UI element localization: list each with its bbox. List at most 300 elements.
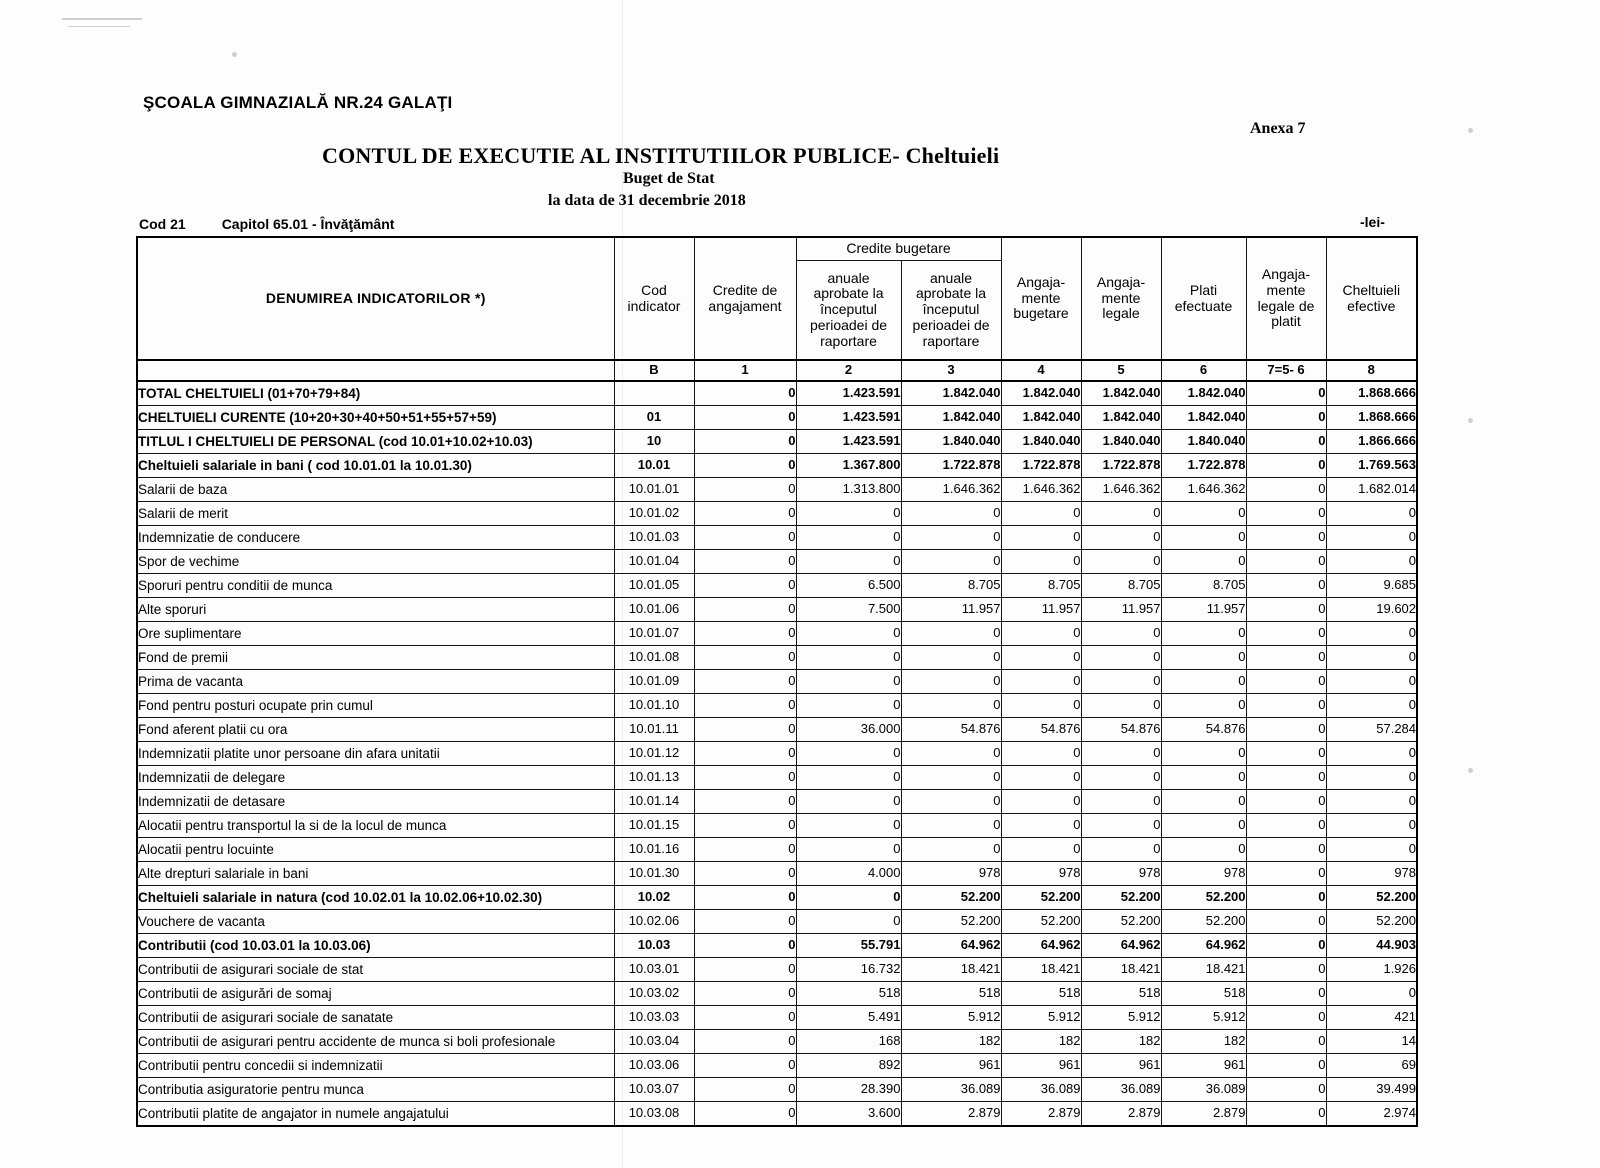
row-value-cell: 0 — [1246, 910, 1326, 934]
anuale1-l2: aprobate la — [813, 285, 884, 302]
row-value-cell: 0 — [1326, 814, 1417, 838]
row-value-cell: 1.868.666 — [1326, 381, 1417, 406]
row-value-cell: 0 — [796, 910, 901, 934]
row-value-cell: 0 — [1326, 694, 1417, 718]
plati-l2: efectuate — [1174, 297, 1233, 314]
row-indicator-code: 10.01.11 — [614, 718, 694, 742]
row-value-cell: 1.722.878 — [1081, 454, 1161, 478]
row-value-cell: 0 — [1246, 1030, 1326, 1054]
row-value-cell: 0 — [1246, 814, 1326, 838]
row-value-cell: 961 — [1081, 1054, 1161, 1078]
row-value-cell: 52.200 — [1326, 910, 1417, 934]
row-value-cell: 18.421 — [901, 958, 1001, 982]
row-value-cell: 0 — [1246, 1102, 1326, 1127]
row-value-cell: 0 — [1161, 622, 1246, 646]
row-value-cell: 518 — [901, 982, 1001, 1006]
row-value-cell: 0 — [694, 454, 796, 478]
row-indicator-code: 10.03.07 — [614, 1078, 694, 1102]
row-value-cell: 0 — [901, 742, 1001, 766]
table-row — [137, 862, 1417, 886]
table-row — [137, 1006, 1417, 1030]
row-value-cell: 421 — [1326, 1006, 1417, 1030]
table-row — [137, 430, 1417, 454]
table-row — [137, 718, 1417, 742]
anuale2-l5: raportare — [922, 332, 980, 349]
row-value-cell: 0 — [694, 646, 796, 670]
row-value-cell: 0 — [901, 670, 1001, 694]
table-row — [137, 454, 1417, 478]
row-value-cell: 0 — [1246, 574, 1326, 598]
row-value-cell: 0 — [1246, 430, 1326, 454]
row-indicator-code: 10.01.10 — [614, 694, 694, 718]
row-indicator-label: Fond de premii — [137, 646, 614, 670]
row-value-cell: 1.646.362 — [1081, 478, 1161, 502]
row-value-cell: 64.962 — [1001, 934, 1081, 958]
row-indicator-code: 10 — [614, 430, 694, 454]
table-row — [137, 478, 1417, 502]
column-number-cell: 1 — [694, 360, 796, 381]
row-value-cell: 0 — [694, 790, 796, 814]
col-header-cheltuieli-efective — [1326, 237, 1417, 360]
table-row — [137, 814, 1417, 838]
row-value-cell: 1.842.040 — [1081, 381, 1161, 406]
row-indicator-code: 10.01 — [614, 454, 694, 478]
row-value-cell: 52.200 — [1081, 886, 1161, 910]
row-value-cell: 0 — [694, 670, 796, 694]
row-indicator-code: 10.01.15 — [614, 814, 694, 838]
row-value-cell: 978 — [1161, 862, 1246, 886]
cod-indicator-line1: Cod — [641, 281, 667, 298]
row-value-cell: 0 — [1081, 838, 1161, 862]
row-indicator-label: Contributii de asigurari sociale de stat — [137, 958, 614, 982]
row-value-cell: 0 — [1001, 526, 1081, 550]
chelt-ef-l1: Cheltuieli — [1342, 281, 1401, 298]
row-value-cell: 0 — [1326, 550, 1417, 574]
row-value-cell: 0 — [1326, 766, 1417, 790]
table-row — [137, 910, 1417, 934]
row-indicator-code: 10.03.04 — [614, 1030, 694, 1054]
row-value-cell: 0 — [1246, 886, 1326, 910]
row-value-cell: 1.926 — [1326, 958, 1417, 982]
row-indicator-code: 10.01.05 — [614, 574, 694, 598]
row-value-cell: 52.200 — [901, 886, 1001, 910]
row-value-cell: 0 — [1326, 790, 1417, 814]
row-value-cell: 64.962 — [901, 934, 1001, 958]
currency-unit-label: -lei- — [1360, 214, 1385, 230]
row-value-cell: 0 — [1161, 502, 1246, 526]
row-value-cell: 54.876 — [1161, 718, 1246, 742]
row-value-cell: 28.390 — [796, 1078, 901, 1102]
table-row — [137, 742, 1417, 766]
row-value-cell: 1.842.040 — [901, 406, 1001, 430]
scan-artifact — [1468, 768, 1473, 773]
column-number-cell: 4 — [1001, 360, 1081, 381]
row-value-cell: 0 — [1001, 694, 1081, 718]
table-row — [137, 1102, 1417, 1127]
row-value-cell: 0 — [1001, 550, 1081, 574]
row-value-cell: 9.685 — [1326, 574, 1417, 598]
row-indicator-label: Sporuri pentru conditii de munca — [137, 574, 614, 598]
row-indicator-code: 10.02 — [614, 886, 694, 910]
table-row — [137, 502, 1417, 526]
table-row — [137, 381, 1417, 406]
row-value-cell: 0 — [796, 766, 901, 790]
row-value-cell: 0 — [694, 478, 796, 502]
row-value-cell: 52.200 — [901, 910, 1001, 934]
ang-leg-l2: mente — [1101, 289, 1141, 306]
row-value-cell: 1.646.362 — [1161, 478, 1246, 502]
table-row — [137, 886, 1417, 910]
row-value-cell: 0 — [1246, 1078, 1326, 1102]
row-value-cell: 0 — [1161, 814, 1246, 838]
row-value-cell: 0 — [1081, 742, 1161, 766]
row-value-cell: 0 — [1246, 694, 1326, 718]
row-value-cell: 36.089 — [1161, 1078, 1246, 1102]
row-value-cell: 0 — [1081, 790, 1161, 814]
row-value-cell: 0 — [1001, 790, 1081, 814]
row-value-cell: 0 — [694, 958, 796, 982]
row-value-cell: 52.200 — [1081, 910, 1161, 934]
row-value-cell: 0 — [694, 694, 796, 718]
row-value-cell: 0 — [796, 742, 901, 766]
row-value-cell: 0 — [694, 934, 796, 958]
row-value-cell: 5.912 — [1161, 1006, 1246, 1030]
row-value-cell: 0 — [1246, 742, 1326, 766]
row-value-cell: 0 — [1246, 670, 1326, 694]
row-indicator-label: Alocatii pentru locuinte — [137, 838, 614, 862]
row-value-cell: 0 — [901, 838, 1001, 862]
row-value-cell: 52.200 — [1001, 910, 1081, 934]
row-indicator-label: Fond pentru posturi ocupate prin cumul — [137, 694, 614, 718]
row-value-cell: 1.423.591 — [796, 406, 901, 430]
row-value-cell: 0 — [1246, 934, 1326, 958]
cod-label: Cod 21 — [139, 216, 186, 232]
col-header-plati-efectuate — [1161, 237, 1246, 360]
row-value-cell: 0 — [694, 838, 796, 862]
col-header-angajamente-legale — [1081, 237, 1161, 360]
row-value-cell: 0 — [1246, 1054, 1326, 1078]
row-value-cell: 0 — [1246, 646, 1326, 670]
row-value-cell: 0 — [1161, 838, 1246, 862]
row-value-cell: 1.842.040 — [1161, 381, 1246, 406]
row-value-cell: 1.646.362 — [1001, 478, 1081, 502]
row-value-cell: 168 — [796, 1030, 901, 1054]
row-value-cell: 0 — [1326, 622, 1417, 646]
row-value-cell: 0 — [796, 670, 901, 694]
row-value-cell: 0 — [1246, 526, 1326, 550]
row-value-cell: 0 — [1326, 670, 1417, 694]
column-number-cell: 6 — [1161, 360, 1246, 381]
row-value-cell: 18.421 — [1001, 958, 1081, 982]
row-value-cell: 0 — [796, 814, 901, 838]
ang-bug-l1: Angaja- — [1016, 273, 1066, 290]
row-value-cell: 0 — [1326, 526, 1417, 550]
row-value-cell: 69 — [1326, 1054, 1417, 1078]
row-indicator-label: Indemnizatii platite unor persoane din afara unitatii — [137, 742, 614, 766]
row-value-cell: 0 — [694, 1006, 796, 1030]
row-value-cell: 1.842.040 — [901, 381, 1001, 406]
row-value-cell: 0 — [796, 694, 901, 718]
row-value-cell: 0 — [796, 502, 901, 526]
cod-indicator-line2: indicator — [627, 297, 681, 314]
row-indicator-label: Contributii platite de angajator in numele angajatului — [137, 1102, 614, 1127]
table-row — [137, 670, 1417, 694]
document-subtitle-budget: Buget de Stat — [623, 170, 715, 187]
budget-execution-table — [136, 236, 1418, 1127]
col-header-anuale-aprobate-2 — [901, 261, 1001, 361]
anuale1-l3: începutul — [820, 301, 877, 318]
anuale2-l1: anuale — [929, 269, 973, 286]
table-row — [137, 1030, 1417, 1054]
row-value-cell: 182 — [1081, 1030, 1161, 1054]
row-value-cell: 0 — [694, 982, 796, 1006]
row-value-cell: 0 — [1326, 982, 1417, 1006]
row-value-cell: 5.912 — [1081, 1006, 1161, 1030]
row-value-cell: 0 — [1246, 790, 1326, 814]
row-value-cell: 0 — [1246, 478, 1326, 502]
row-value-cell: 1.646.362 — [901, 478, 1001, 502]
row-value-cell: 518 — [1081, 982, 1161, 1006]
row-value-cell: 54.876 — [1081, 718, 1161, 742]
annex-label: Anexa 7 — [1250, 120, 1306, 137]
row-value-cell: 0 — [1246, 406, 1326, 430]
column-number-row — [137, 360, 1417, 381]
row-indicator-code: 10.01.01 — [614, 478, 694, 502]
row-value-cell: 1.840.040 — [1001, 430, 1081, 454]
row-value-cell: 0 — [1081, 670, 1161, 694]
anuale2-l2: aprobate la — [915, 285, 987, 302]
row-value-cell: 0 — [694, 910, 796, 934]
row-value-cell: 182 — [1161, 1030, 1246, 1054]
row-value-cell: 36.089 — [901, 1078, 1001, 1102]
anuale1-l1: anuale — [827, 269, 870, 286]
row-indicator-code: 10.01.06 — [614, 598, 694, 622]
row-value-cell: 0 — [1161, 526, 1246, 550]
row-value-cell: 0 — [694, 766, 796, 790]
row-indicator-code: 10.03.01 — [614, 958, 694, 982]
row-indicator-label: Spor de vechime — [137, 550, 614, 574]
anuale2-l3: începutul — [922, 301, 980, 318]
row-value-cell: 0 — [901, 502, 1001, 526]
row-value-cell: 0 — [1161, 646, 1246, 670]
row-value-cell: 0 — [1246, 958, 1326, 982]
row-value-cell: 0 — [1326, 502, 1417, 526]
row-value-cell: 1.423.591 — [796, 430, 901, 454]
row-value-cell: 1.842.040 — [1081, 406, 1161, 430]
organization-name: ŞCOALA GIMNAZIALĂ NR.24 GALAŢI — [143, 93, 453, 112]
row-value-cell: 0 — [694, 526, 796, 550]
row-value-cell: 0 — [694, 406, 796, 430]
row-value-cell: 0 — [1246, 622, 1326, 646]
row-value-cell: 0 — [1081, 526, 1161, 550]
row-value-cell: 0 — [1246, 550, 1326, 574]
row-value-cell: 0 — [694, 381, 796, 406]
row-value-cell: 11.957 — [1161, 598, 1246, 622]
row-value-cell: 0 — [694, 886, 796, 910]
row-value-cell: 0 — [796, 790, 901, 814]
row-indicator-label: CHELTUIELI CURENTE (10+20+30+40+50+51+55+57+59) — [137, 406, 614, 430]
table-body — [137, 381, 1417, 1126]
ang-bug-l3: bugetare — [1013, 305, 1069, 322]
row-value-cell: 0 — [1161, 766, 1246, 790]
row-value-cell: 36.089 — [1081, 1078, 1161, 1102]
scan-artifact — [1468, 418, 1473, 423]
ang-leg-l1: Angaja- — [1096, 273, 1146, 290]
row-value-cell: 0 — [1001, 502, 1081, 526]
row-value-cell: 0 — [1326, 742, 1417, 766]
row-indicator-label: Salarii de merit — [137, 502, 614, 526]
col-header-anuale-aprobate-1 — [796, 261, 901, 361]
row-value-cell: 64.962 — [1081, 934, 1161, 958]
row-indicator-code: 10.03.08 — [614, 1102, 694, 1127]
column-number-cell: 3 — [901, 360, 1001, 381]
col-header-credite-angajament — [694, 237, 796, 360]
row-value-cell: 0 — [694, 574, 796, 598]
row-value-cell: 978 — [1001, 862, 1081, 886]
row-value-cell: 1.682.014 — [1326, 478, 1417, 502]
row-value-cell: 518 — [796, 982, 901, 1006]
row-value-cell: 0 — [694, 622, 796, 646]
alp-l1: Angaja- — [1261, 266, 1311, 283]
row-value-cell: 52.200 — [1001, 886, 1081, 910]
row-value-cell: 978 — [901, 862, 1001, 886]
table-row — [137, 406, 1417, 430]
row-value-cell: 18.421 — [1081, 958, 1161, 982]
row-value-cell: 2.879 — [1001, 1102, 1081, 1127]
row-value-cell: 2.879 — [1081, 1102, 1161, 1127]
column-number-cell — [137, 360, 614, 381]
col-header-angajamente-legale-de-platit — [1246, 237, 1326, 360]
row-indicator-label: Salarii de baza — [137, 478, 614, 502]
row-value-cell: 5.491 — [796, 1006, 901, 1030]
row-indicator-code: 10.03.03 — [614, 1006, 694, 1030]
ang-bug-l2: mente — [1021, 289, 1061, 306]
row-value-cell: 6.500 — [796, 574, 901, 598]
row-indicator-code: 10.03.02 — [614, 982, 694, 1006]
row-value-cell: 961 — [1001, 1054, 1081, 1078]
row-value-cell: 55.791 — [796, 934, 901, 958]
row-value-cell: 2.974 — [1326, 1102, 1417, 1127]
row-value-cell: 0 — [694, 742, 796, 766]
table-row — [137, 1054, 1417, 1078]
row-value-cell: 0 — [1326, 838, 1417, 862]
row-value-cell: 0 — [796, 526, 901, 550]
chelt-ef-l2: efective — [1347, 297, 1396, 314]
scan-artifact — [68, 26, 130, 27]
row-value-cell: 0 — [694, 502, 796, 526]
table-row — [137, 598, 1417, 622]
credite-angajament-line2: angajament — [708, 297, 782, 314]
row-value-cell: 0 — [694, 430, 796, 454]
row-value-cell: 0 — [796, 550, 901, 574]
row-value-cell: 0 — [1081, 646, 1161, 670]
row-value-cell: 0 — [1246, 766, 1326, 790]
row-value-cell: 0 — [1246, 982, 1326, 1006]
row-indicator-label: Alte drepturi salariale in bani — [137, 862, 614, 886]
row-indicator-code — [614, 381, 694, 406]
alp-l3: legale de — [1257, 297, 1315, 314]
row-value-cell: 0 — [901, 790, 1001, 814]
row-value-cell: 1.313.800 — [796, 478, 901, 502]
table-row — [137, 790, 1417, 814]
row-value-cell: 19.602 — [1326, 598, 1417, 622]
row-value-cell: 5.912 — [1001, 1006, 1081, 1030]
row-value-cell: 7.500 — [796, 598, 901, 622]
row-value-cell: 0 — [1246, 454, 1326, 478]
row-value-cell: 0 — [1001, 742, 1081, 766]
row-value-cell: 1.842.040 — [1161, 406, 1246, 430]
row-indicator-label: Alocatii pentru transportul la si de la locul de munca — [137, 814, 614, 838]
row-value-cell: 8.705 — [901, 574, 1001, 598]
row-value-cell: 11.957 — [901, 598, 1001, 622]
column-number-cell: 2 — [796, 360, 901, 381]
ang-leg-l3: legale — [1102, 305, 1140, 322]
credite-angajament-line1: Credite de — [712, 281, 778, 298]
row-value-cell: 0 — [1161, 790, 1246, 814]
column-number-cell: 7=5- 6 — [1246, 360, 1326, 381]
table-row — [137, 694, 1417, 718]
anuale2-l4: perioadei de — [912, 316, 990, 333]
row-value-cell: 8.705 — [1081, 574, 1161, 598]
row-value-cell: 0 — [1161, 670, 1246, 694]
row-value-cell: 0 — [694, 1054, 796, 1078]
row-indicator-label: Contributii de asigurari pentru accidente de munca si boli profesionale — [137, 1030, 614, 1054]
table-row — [137, 934, 1417, 958]
row-indicator-label: Contributia asiguratorie pentru munca — [137, 1078, 614, 1102]
row-value-cell: 0 — [901, 550, 1001, 574]
row-value-cell: 0 — [901, 814, 1001, 838]
row-value-cell: 0 — [694, 598, 796, 622]
row-value-cell: 0 — [1001, 670, 1081, 694]
column-number-cell: 5 — [1081, 360, 1161, 381]
row-value-cell: 0 — [796, 622, 901, 646]
row-indicator-label: Fond aferent platii cu ora — [137, 718, 614, 742]
row-indicator-label: Contributii de asigurari sociale de sanatate — [137, 1006, 614, 1030]
row-value-cell: 57.284 — [1326, 718, 1417, 742]
row-value-cell: 961 — [901, 1054, 1001, 1078]
row-value-cell: 18.421 — [1161, 958, 1246, 982]
table-row — [137, 982, 1417, 1006]
row-value-cell: 44.903 — [1326, 934, 1417, 958]
row-value-cell: 1.840.040 — [1161, 430, 1246, 454]
row-indicator-code: 10.01.30 — [614, 862, 694, 886]
row-value-cell: 182 — [901, 1030, 1001, 1054]
alp-l4: platit — [1271, 313, 1301, 330]
row-value-cell: 0 — [1001, 814, 1081, 838]
row-indicator-code: 10.01.08 — [614, 646, 694, 670]
row-value-cell: 961 — [1161, 1054, 1246, 1078]
row-value-cell: 14 — [1326, 1030, 1417, 1054]
row-value-cell: 518 — [1001, 982, 1081, 1006]
row-value-cell: 0 — [1326, 646, 1417, 670]
row-value-cell: 0 — [1161, 742, 1246, 766]
row-value-cell: 0 — [694, 1102, 796, 1127]
anuale1-l4: perioadei de — [809, 316, 888, 333]
row-indicator-code: 10.01.12 — [614, 742, 694, 766]
row-value-cell: 0 — [1081, 622, 1161, 646]
row-indicator-code: 10.01.07 — [614, 622, 694, 646]
row-value-cell: 1.866.666 — [1326, 430, 1417, 454]
row-value-cell: 36.089 — [1001, 1078, 1081, 1102]
row-value-cell: 0 — [1001, 766, 1081, 790]
header-row-group — [137, 237, 1417, 261]
table-row — [137, 838, 1417, 862]
row-value-cell: 0 — [901, 766, 1001, 790]
alp-l2: mente — [1266, 281, 1306, 298]
row-value-cell: 1.842.040 — [1001, 406, 1081, 430]
row-value-cell: 0 — [1081, 814, 1161, 838]
row-value-cell: 0 — [1246, 718, 1326, 742]
